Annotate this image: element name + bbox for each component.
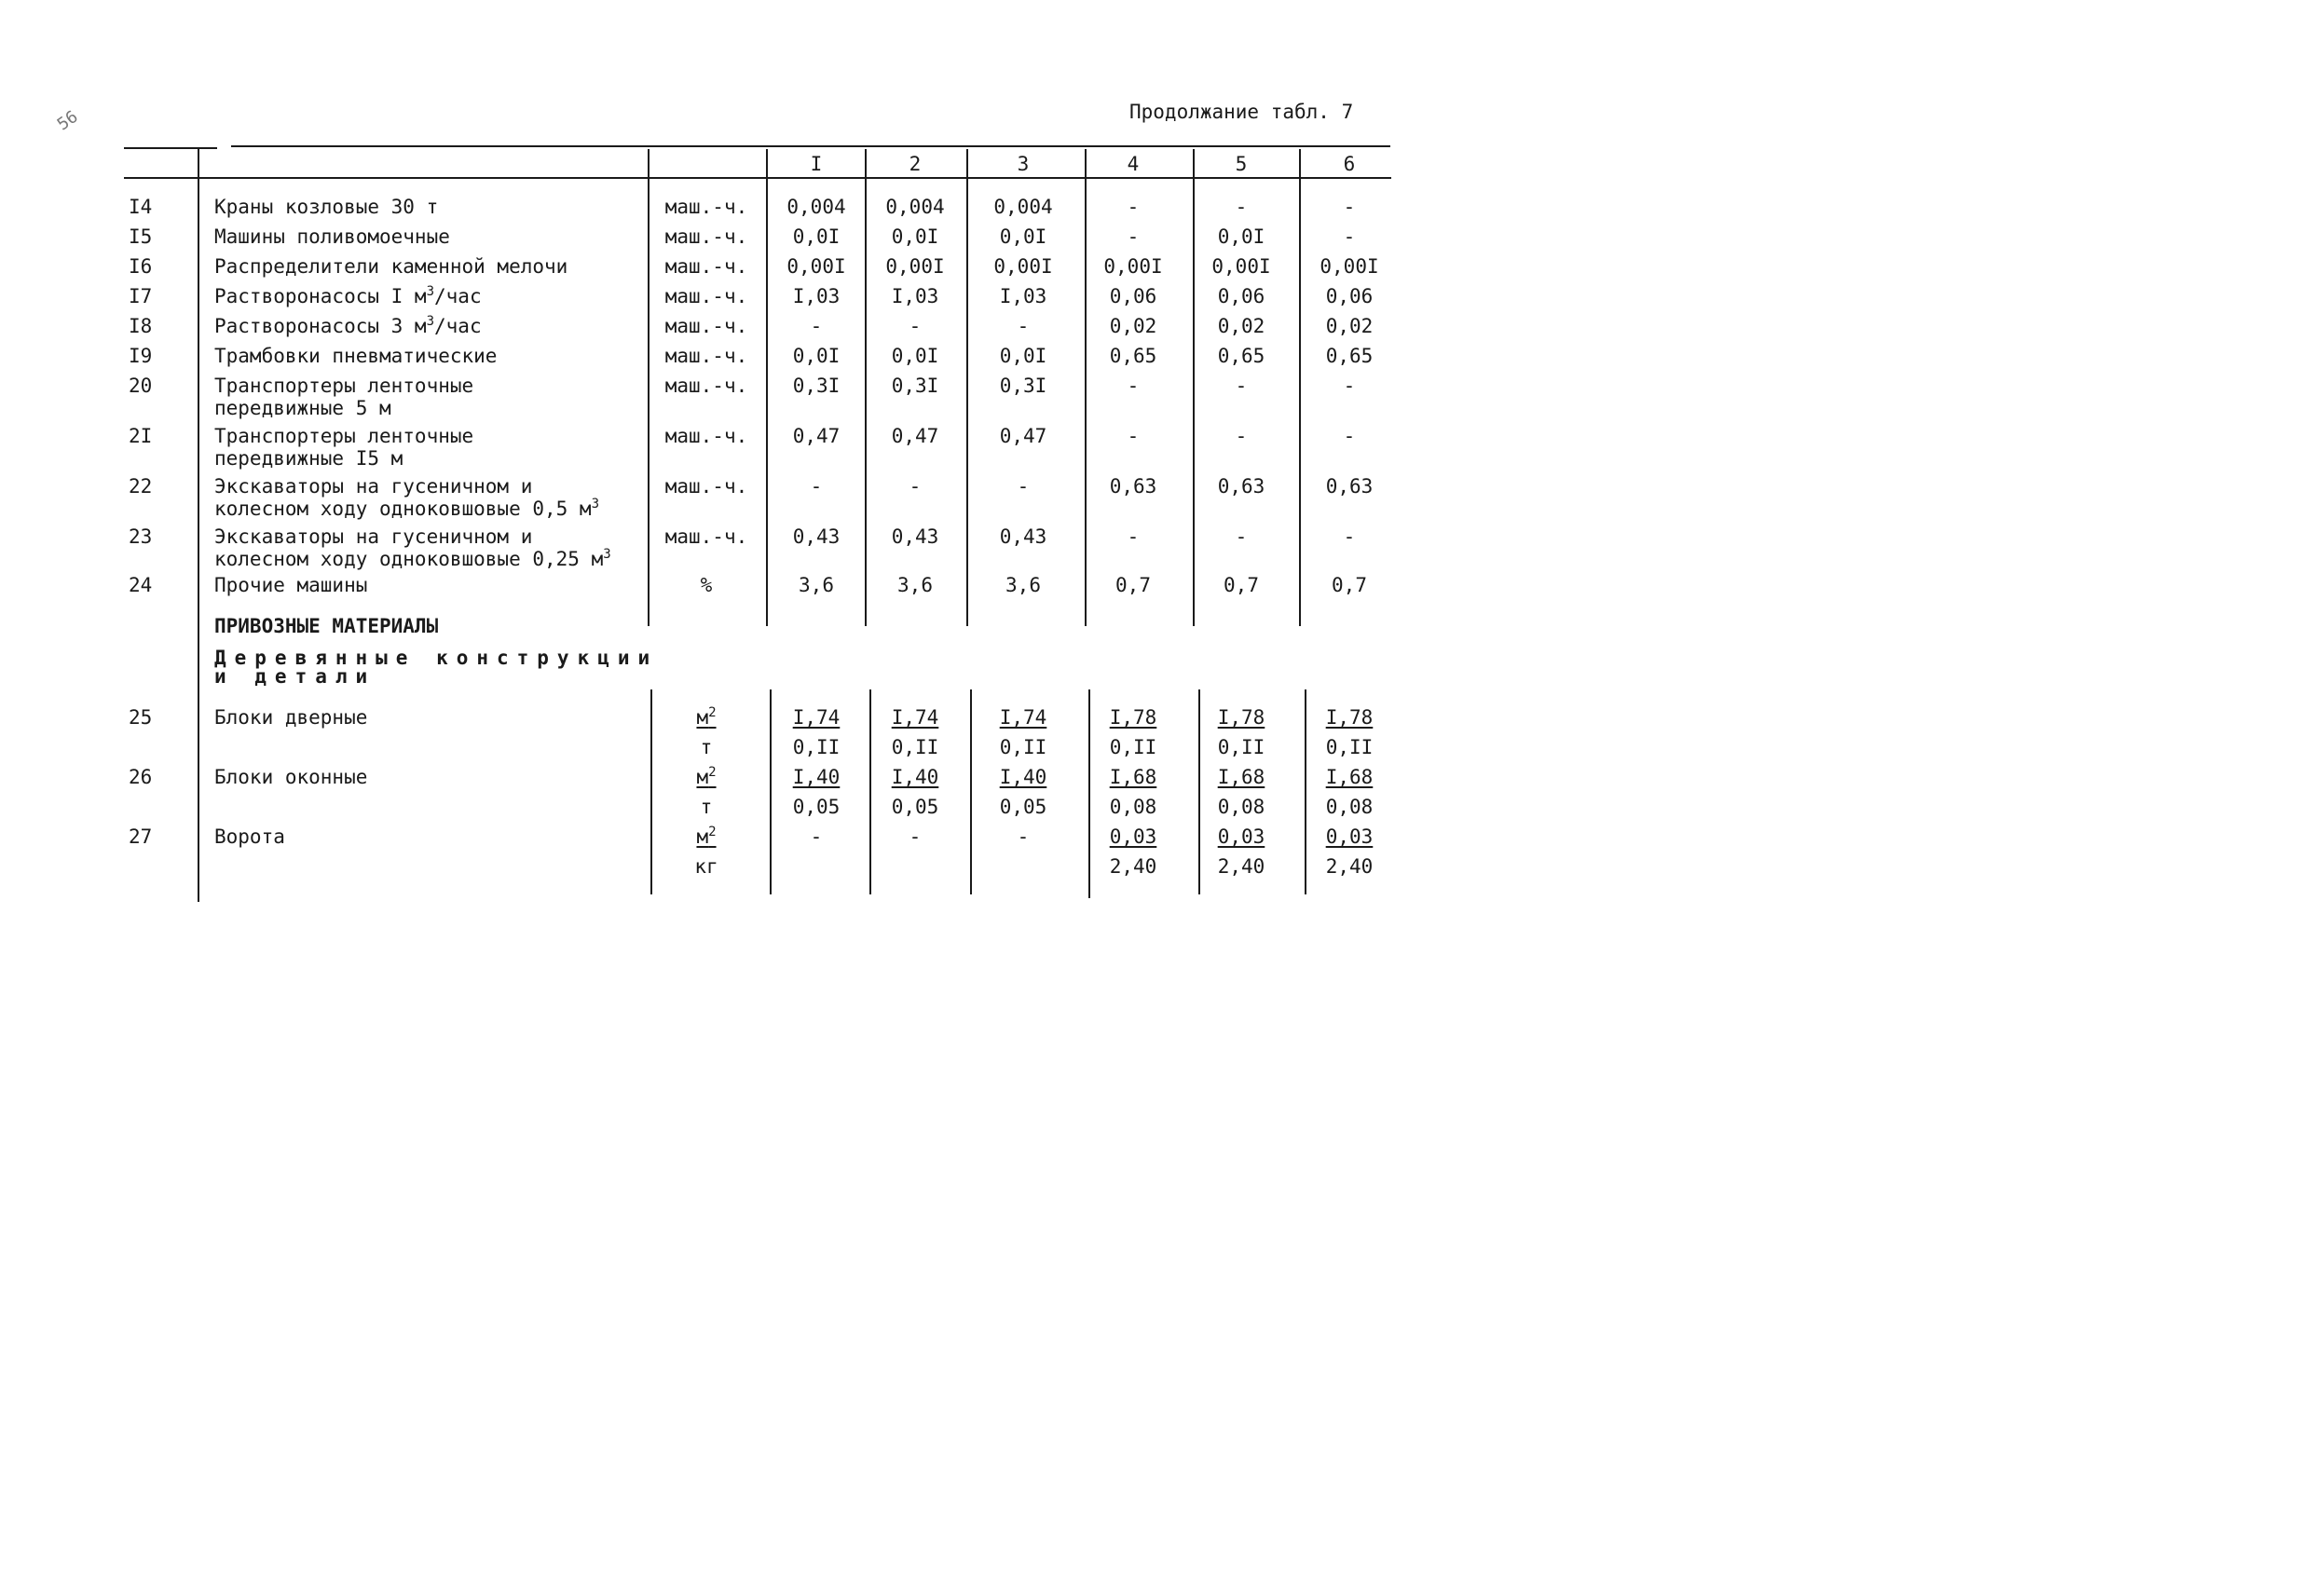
- cell-value: 0,II: [1109, 736, 1157, 758]
- row-unit: т: [700, 796, 713, 818]
- row-number: I6: [129, 255, 153, 278]
- row-name: Растворонасосы 3 $м^3$/час: [214, 314, 482, 337]
- cell-value: 0,65: [1325, 345, 1374, 367]
- cell-value: 0,00I: [1211, 255, 1271, 278]
- cell-value: 0,02: [1325, 315, 1374, 337]
- row-number: 24: [129, 574, 153, 596]
- row-name: Краны козловые 30 т: [214, 196, 439, 218]
- cell-value: 0,0I: [999, 225, 1047, 248]
- header-bottom-rule: [124, 177, 1391, 179]
- cell-value: 0,00I: [786, 255, 846, 278]
- cell-value: 2,40: [1109, 855, 1157, 878]
- cell-value: I,74: [891, 706, 939, 729]
- row-name: Трамбовки пневматические: [214, 345, 498, 367]
- cell-value: 0,63: [1217, 475, 1265, 498]
- column-header-2: 2: [909, 153, 922, 175]
- row-unit: маш.-ч.: [664, 425, 748, 447]
- cell-value: I,78: [1325, 706, 1374, 729]
- cell-value: 0,II: [792, 736, 841, 758]
- cell-value: -: [1235, 525, 1248, 548]
- cell-value: 0,II: [1217, 736, 1265, 758]
- cell-value: I,03: [999, 285, 1047, 307]
- column-header-4: 4: [1127, 153, 1140, 175]
- cell-value: 0,0I: [1217, 225, 1265, 248]
- cell-value: -: [1127, 225, 1140, 248]
- row-name: Экскаваторы на гусеничном и: [214, 475, 533, 498]
- cell-value: 0,47: [999, 425, 1047, 447]
- row-name: Блоки оконные: [214, 766, 368, 788]
- cell-value: 2,40: [1217, 855, 1265, 878]
- cell-value: -: [1017, 825, 1030, 848]
- col-divider-num: [198, 149, 199, 902]
- cell-value: 0,0I: [792, 225, 841, 248]
- row-unit: маш.-ч.: [664, 525, 748, 548]
- row-name: Экскаваторы на гусеничном и: [214, 525, 533, 548]
- row-name: Ворота: [214, 825, 285, 848]
- cell-value: -: [1017, 315, 1030, 337]
- cell-value: 0,7: [1224, 574, 1259, 596]
- cell-value: I,68: [1325, 766, 1374, 788]
- row-name: Машины поливомоечные: [214, 225, 450, 248]
- row-name: колесном ходу одноковшовые 0,25 $м^3$: [214, 547, 611, 570]
- cell-value: I,78: [1217, 706, 1265, 729]
- cell-value: 0,00I: [1320, 255, 1379, 278]
- section-heading: ПРИВОЗНЫЕ МАТЕРИАЛЫ: [214, 615, 439, 637]
- cell-value: I,40: [999, 766, 1047, 788]
- cell-value: I,78: [1109, 706, 1157, 729]
- row-number: 27: [129, 825, 153, 848]
- subsection-heading: Деревянные конструкции: [214, 647, 659, 669]
- cell-value: 0,3I: [999, 375, 1047, 397]
- table-top-rule: [124, 147, 217, 149]
- cell-value: 0,47: [792, 425, 841, 447]
- cell-value: 0,II: [891, 736, 939, 758]
- cell-value: 2,40: [1325, 855, 1374, 878]
- row-unit: маш.-ч.: [664, 315, 748, 337]
- row-number: 26: [129, 766, 153, 788]
- cell-value: 0,0I: [891, 345, 939, 367]
- cell-value: 3,6: [1005, 574, 1041, 596]
- cell-value: 0,05: [891, 796, 939, 818]
- row-unit: маш.-ч.: [664, 475, 748, 498]
- cell-value: 0,06: [1217, 285, 1265, 307]
- column-header-1: I: [810, 153, 823, 175]
- row-unit: маш.-ч.: [664, 196, 748, 218]
- row-name: передвижные 5 м: [214, 397, 391, 419]
- row-name: Транспортеры ленточные: [214, 375, 474, 397]
- cell-value: -: [1235, 425, 1248, 447]
- cell-value: I,74: [999, 706, 1047, 729]
- cell-value: 0,06: [1109, 285, 1157, 307]
- cell-value: 0,47: [891, 425, 939, 447]
- cell-value: 0,3I: [792, 375, 841, 397]
- row-number: I7: [129, 285, 153, 307]
- cell-value: -: [1235, 196, 1248, 218]
- cell-value: 0,43: [999, 525, 1047, 548]
- cell-value: 0,0I: [792, 345, 841, 367]
- cell-value: 0,00I: [885, 255, 945, 278]
- row-name: Растворонасосы I $м^3$/час: [214, 284, 482, 307]
- cell-value: 0,06: [1325, 285, 1374, 307]
- row-name: Блоки дверные: [214, 706, 368, 729]
- cell-value: I,03: [792, 285, 841, 307]
- cell-value: -: [810, 825, 823, 848]
- cell-value: -: [810, 315, 823, 337]
- cell-value: -: [1343, 525, 1356, 548]
- cell-value: 0,65: [1109, 345, 1157, 367]
- cell-value: -: [1343, 225, 1356, 248]
- cell-value: 0,02: [1109, 315, 1157, 337]
- row-number: 23: [129, 525, 153, 548]
- column-header-5: 5: [1235, 153, 1248, 175]
- row-unit: маш.-ч.: [664, 375, 748, 397]
- cell-value: 0,0I: [999, 345, 1047, 367]
- cell-value: -: [1127, 196, 1140, 218]
- cell-value: 0,II: [999, 736, 1047, 758]
- row-unit: маш.-ч.: [664, 285, 748, 307]
- row-number: 22: [129, 475, 153, 498]
- row-number: 20: [129, 375, 153, 397]
- cell-value: I,03: [891, 285, 939, 307]
- cell-value: 3,6: [799, 574, 834, 596]
- cell-value: 0,7: [1332, 574, 1367, 596]
- row-unit: маш.-ч.: [664, 255, 748, 278]
- cell-value: -: [1127, 375, 1140, 397]
- cell-value: -: [1017, 475, 1030, 498]
- cell-value: 0,43: [792, 525, 841, 548]
- cell-value: 3,6: [897, 574, 933, 596]
- cell-value: I,40: [891, 766, 939, 788]
- cell-value: -: [1235, 375, 1248, 397]
- row-number: 2I: [129, 425, 153, 447]
- table-caption: Продолжание табл. 7: [1129, 101, 1354, 123]
- cell-value: 0,65: [1217, 345, 1265, 367]
- cell-value: -: [1127, 525, 1140, 548]
- row-unit: маш.-ч.: [664, 345, 748, 367]
- cell-value: -: [810, 475, 823, 498]
- col-divider-name: [650, 689, 652, 894]
- row-unit: $м^2$: [696, 765, 717, 788]
- cell-value: 0,63: [1325, 475, 1374, 498]
- cell-value: -: [909, 825, 922, 848]
- cell-value: I,74: [792, 706, 841, 729]
- column-header-3: 3: [1017, 153, 1030, 175]
- cell-value: 0,004: [786, 196, 846, 218]
- cell-value: 0,02: [1217, 315, 1265, 337]
- row-name: колесном ходу одноковшовые 0,5 $м^3$: [214, 497, 600, 520]
- cell-value: 0,II: [1325, 736, 1374, 758]
- cell-value: I,40: [792, 766, 841, 788]
- cell-value: 0,00I: [1103, 255, 1163, 278]
- cell-value: 0,03: [1109, 825, 1157, 848]
- col-divider-name: [648, 149, 650, 626]
- cell-value: 0,0I: [891, 225, 939, 248]
- row-unit: т: [700, 736, 713, 758]
- subsection-heading: и детали: [214, 665, 376, 688]
- row-name: Прочие машины: [214, 574, 368, 596]
- row-name: передвижные I5 м: [214, 447, 403, 470]
- row-unit: $м^2$: [696, 705, 717, 729]
- page-mark: 56: [53, 106, 82, 135]
- document-page: [0, 0, 1454, 1004]
- cell-value: 0,03: [1325, 825, 1374, 848]
- cell-value: 0,08: [1217, 796, 1265, 818]
- cell-value: 0,43: [891, 525, 939, 548]
- row-name: Распределители каменной мелочи: [214, 255, 568, 278]
- cell-value: 0,004: [993, 196, 1053, 218]
- row-unit: маш.-ч.: [664, 225, 748, 248]
- row-unit: кг: [694, 855, 718, 878]
- row-number: 25: [129, 706, 153, 729]
- column-header-6: 6: [1343, 153, 1356, 175]
- cell-value: 0,05: [792, 796, 841, 818]
- cell-value: I,68: [1109, 766, 1157, 788]
- cell-value: 0,05: [999, 796, 1047, 818]
- row-number: I9: [129, 345, 153, 367]
- row-name: Транспортеры ленточные: [214, 425, 474, 447]
- cell-value: -: [1343, 196, 1356, 218]
- cell-value: -: [1127, 425, 1140, 447]
- cell-value: 0,3I: [891, 375, 939, 397]
- cell-value: -: [909, 475, 922, 498]
- cell-value: 0,7: [1115, 574, 1151, 596]
- cell-value: -: [909, 315, 922, 337]
- table-top-rule: [231, 145, 1390, 147]
- row-number: I5: [129, 225, 153, 248]
- row-number: I8: [129, 315, 153, 337]
- cell-value: 0,03: [1217, 825, 1265, 848]
- cell-value: -: [1343, 375, 1356, 397]
- row-number: I4: [129, 196, 153, 218]
- cell-value: 0,00I: [993, 255, 1053, 278]
- cell-value: -: [1343, 425, 1356, 447]
- cell-value: I,68: [1217, 766, 1265, 788]
- cell-value: 0,08: [1325, 796, 1374, 818]
- cell-value: 0,08: [1109, 796, 1157, 818]
- row-unit: %: [700, 574, 713, 596]
- row-unit: $м^2$: [696, 825, 717, 848]
- cell-value: 0,004: [885, 196, 945, 218]
- cell-value: 0,63: [1109, 475, 1157, 498]
